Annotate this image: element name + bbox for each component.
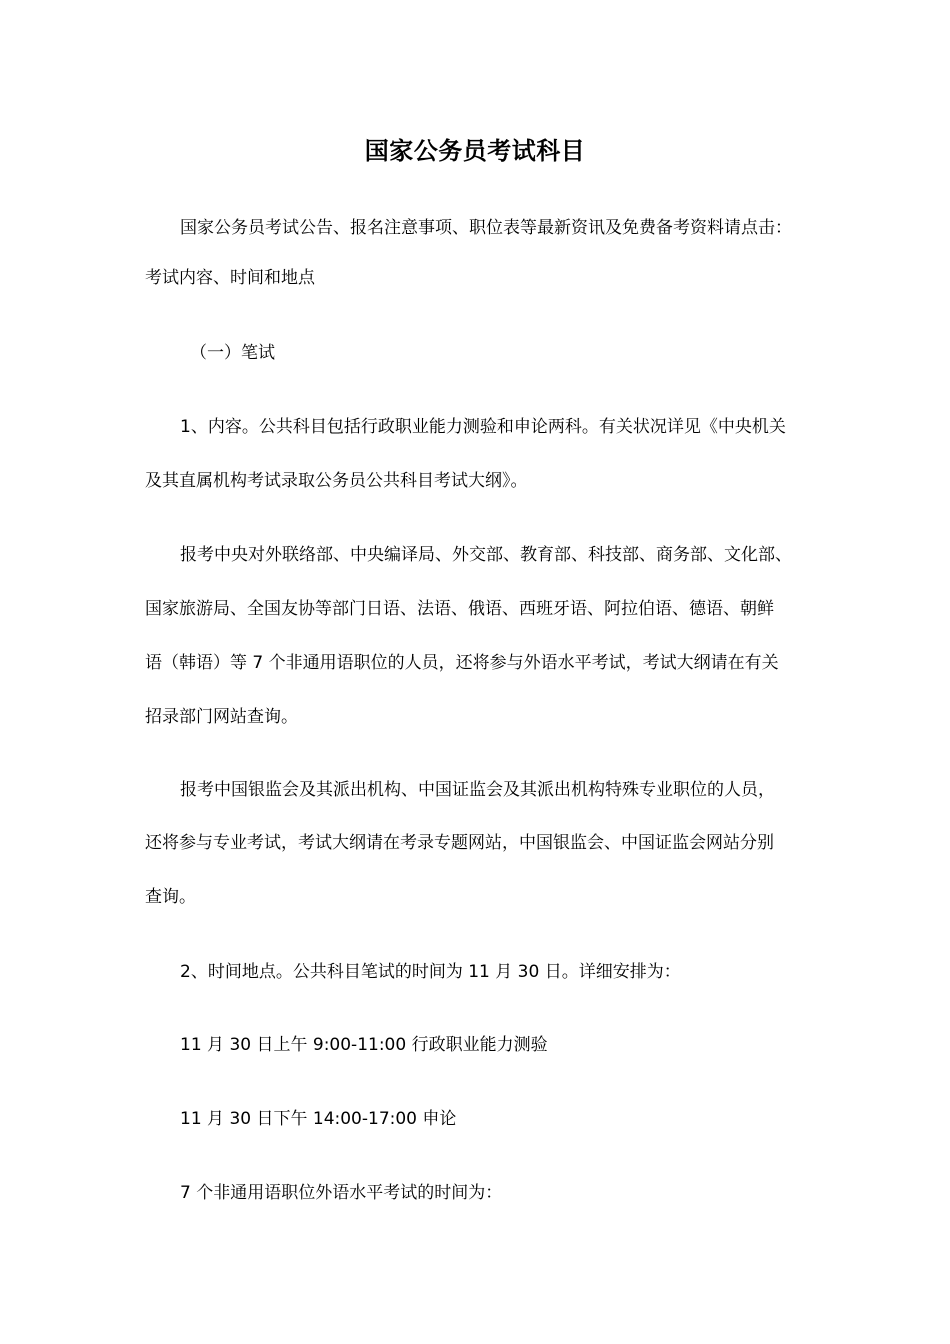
subsection-heading-written-exam: （一）笔试 — [190, 343, 275, 363]
schedule-afternoon: 11 月 30 日下午 14:00-17:00 申论 — [180, 1109, 457, 1129]
paragraph-language-line-3: 语（韩语）等 7 个非通用语职位的人员，还将参与外语水平考试，考试大纲请在有关 — [145, 653, 779, 673]
paragraph-professional-line-3: 查询。 — [145, 887, 196, 907]
section-heading: 考试内容、时间和地点 — [145, 268, 315, 288]
paragraph-language-line-1: 报考中央对外联络部、中央编译局、外交部、教育部、科技部、商务部、文化部、 — [180, 545, 792, 565]
paragraph-language-exam-time: 7 个非通用语职位外语水平考试的时间为： — [180, 1183, 503, 1203]
paragraph-language-line-2: 国家旅游局、全国友协等部门日语、法语、俄语、西班牙语、阿拉伯语、德语、朝鲜 — [145, 599, 774, 619]
paragraph-professional-line-1: 报考中国银监会及其派出机构、中国证监会及其派出机构特殊专业职位的人员， — [180, 780, 775, 800]
paragraph-language-line-4: 招录部门网站查询。 — [145, 707, 298, 727]
schedule-morning: 11 月 30 日上午 9:00-11:00 行政职业能力测验 — [180, 1035, 548, 1055]
paragraph-content-line-1: 1、内容。公共科目包括行政职业能力测验和申论两科。有关状况详见《中央机关 — [180, 417, 786, 437]
paragraph-professional-line-2: 还将参与专业考试，考试大纲请在考录专题网站，中国银监会、中国证监会网站分别 — [145, 833, 774, 853]
document-title: 国家公务员考试科目 — [364, 137, 586, 165]
paragraph-content-line-2: 及其直属机构考试录取公务员公共科目考试大纲》。 — [145, 471, 528, 491]
intro-text: 国家公务员考试公告、报名注意事项、职位表等最新资讯及免费备考资料请点击： — [180, 218, 792, 238]
paragraph-time-location: 2、时间地点。公共科目笔试的时间为 11 月 30 日。详细安排为： — [180, 962, 681, 982]
